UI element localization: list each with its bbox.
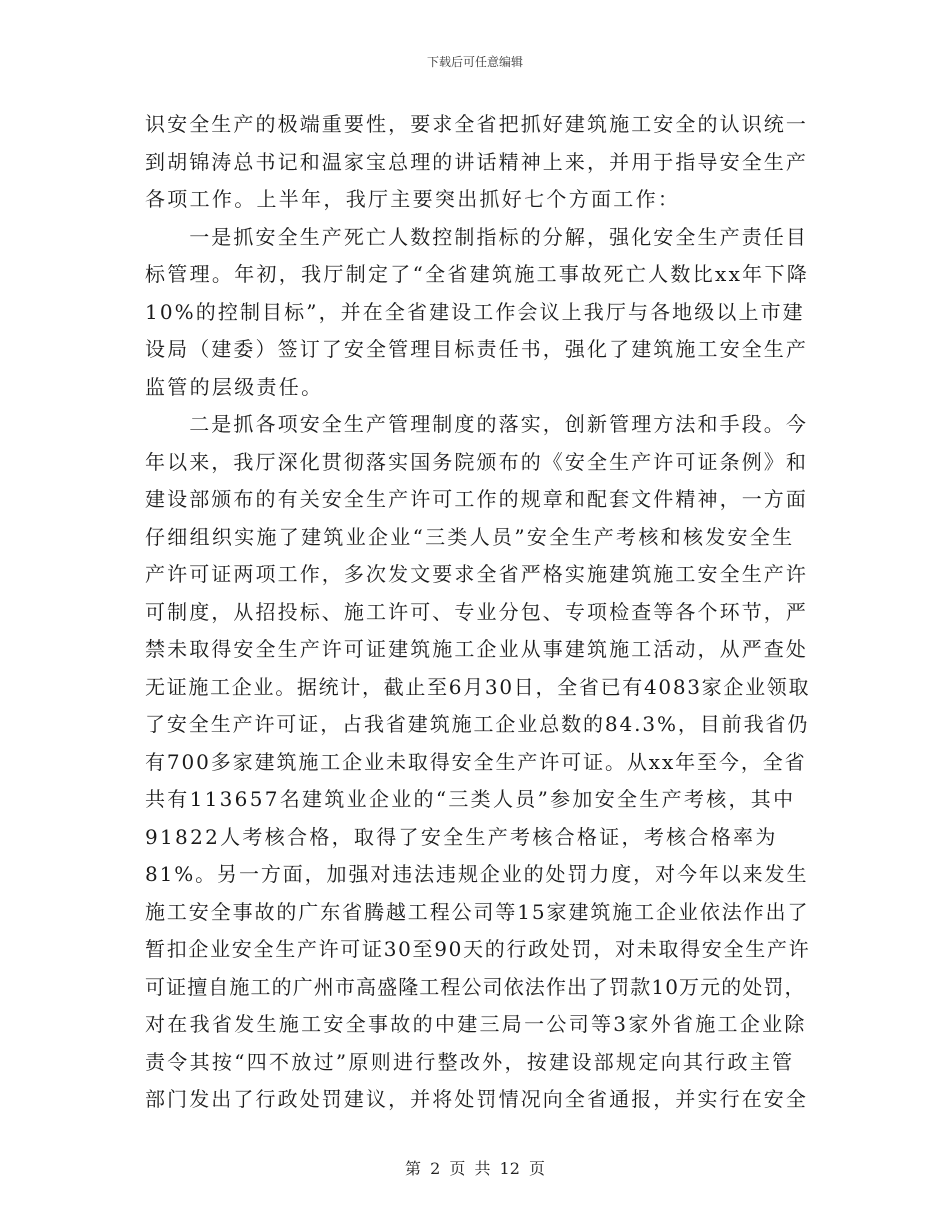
text-line: 可制度，从招投标、施工许可、专业分包、专项检查等各个环节，严 — [145, 599, 808, 624]
text-line: 暂扣企业安全生产许可证30至90天的行政处罚，对未取得安全生产许 — [145, 937, 811, 961]
text-line: 部门发出了行政处罚建议，并将处罚情况向全省通报，并实行在安全 — [145, 1087, 808, 1111]
document-body — [145, 106, 810, 1119]
text-line: 到胡锦涛总书记和温家宝总理的讲话精神上来，并用于指导安全生产 — [145, 149, 808, 174]
text-line: 仔细组织实施了建筑业企业“三类人员”安全生产考核和核发安全生 — [145, 524, 795, 549]
text-line: 共有113657名建筑业企业的“三类人员”参加安全生产考核，其中 — [145, 787, 796, 811]
text-line: 了安全生产许可证，占我省建筑施工企业总数的84.3%，目前我省仍 — [145, 712, 810, 736]
text-line: 责令其按“四不放过”原则进行整改外，按建设部规定向其行政主管 — [145, 1049, 795, 1074]
text-line: 对在我省发生施工安全事故的中建三局一公司等3家外省施工企业除 — [145, 1012, 807, 1036]
text-line: 一是抓安全生产死亡人数控制指标的分解，强化安全生产责任目 — [145, 224, 808, 249]
text-line: 91822人考核合格，取得了安全生产考核合格证，考核合格率为 — [145, 824, 778, 849]
text-line: 监管的层级责任。 — [145, 374, 324, 399]
text-line: 10%的控制目标”，并在全省建设工作会议上我厅与各地级以上市建 — [145, 299, 805, 324]
text-line: 无证施工企业。据统计，截止至6月30日，全省已有4083家企业领取 — [145, 674, 811, 699]
text-line: 年以来，我厅深化贯彻落实国务院颁布的《安全生产许可证条例》和 — [145, 449, 808, 474]
text-line: 识安全生产的极端重要性，要求全省把抓好建筑施工安全的认识统一 — [145, 112, 808, 136]
page-header: 下载后可任意编辑 — [426, 55, 523, 69]
page-number-footer: 第 2 页 共 12 页 — [405, 1159, 545, 1178]
text-line: 有700多家建筑施工企业未取得安全生产许可证。从xx年至今，全省 — [145, 749, 807, 774]
text-line: 81%。另一方面，加强对违法违规企业的处罚力度，对今年以来发生 — [145, 862, 809, 886]
text-line: 禁未取得安全生产许可证建筑施工企业从事建筑施工活动，从严查处 — [145, 637, 808, 661]
text-line: 可证擅自施工的广州市高盛隆工程公司依法作出了罚款10万元的处罚， — [145, 974, 806, 999]
text-line: 施工安全事故的广东省腾越工程公司等15家建筑施工企业依法作出了 — [145, 899, 810, 924]
text-line: 设局（建委）签订了安全管理目标责任书，强化了建筑施工安全生产 — [145, 337, 808, 361]
text-line: 建设部颁布的有关安全生产许可工作的规章和配套文件精神，一方面 — [145, 487, 808, 511]
text-line: 标管理。年初，我厅制定了“全省建筑施工事故死亡人数比xx年下降 — [145, 262, 810, 286]
text-line: 产许可证两项工作，多次发文要求全省严格实施建筑施工安全生产许 — [145, 562, 808, 586]
text-line: 二是抓各项安全生产管理制度的落实，创新管理方法和手段。今 — [145, 412, 808, 436]
text-line: 各项工作。上半年，我厅主要突出抓好七个方面工作： — [145, 187, 681, 211]
